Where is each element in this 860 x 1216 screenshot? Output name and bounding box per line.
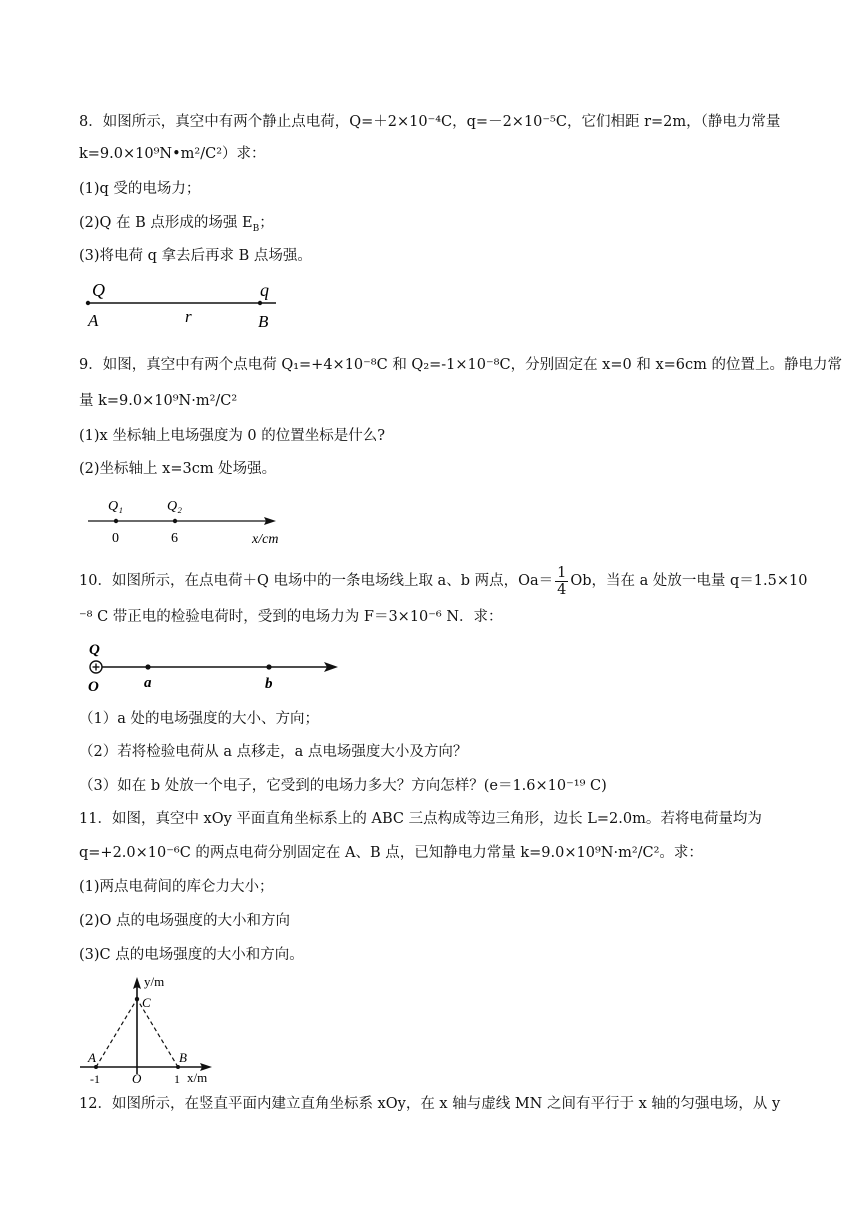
q9-label-q2: Q₂ (167, 499, 182, 514)
q10-fraction-denominator: 4 (557, 581, 567, 598)
q9-figure (84, 492, 284, 548)
q9-point-q1 (114, 519, 118, 523)
q8-label-r: r (185, 307, 192, 326)
q8-stem-line2: k=9.0×10⁹N•m²/C²）求： (79, 146, 266, 162)
q10-fraction-numerator: 1 (557, 564, 567, 581)
q8-part3: (3)将电荷 q 拿去后再求 B 点场强。 (79, 248, 312, 264)
q8-part2-text: (2)Q 在 B 点形成的场强 E (79, 215, 253, 231)
q8-figure (80, 274, 290, 334)
q11-tick-1: 1 (174, 1072, 180, 1086)
q9-label-q1: Q₁ (108, 499, 123, 514)
q11-stem-line2: q=+2.0×10⁻⁶C 的两点电荷分别固定在 A、B 点，已知静电力常量 k=9.0×10⁹N·m²/C²。求： (79, 845, 703, 861)
q11-label-C: C (142, 995, 151, 1010)
q8-point-a (86, 301, 90, 305)
q10-part1: （1）a 处的电场强度的大小、方向； (79, 711, 319, 727)
q8-part2-subscript: B (252, 223, 260, 234)
q10-label-Q: Q (89, 642, 100, 658)
q9-tick-6: 6 (171, 531, 178, 546)
q11-stem-line1: 11．如图，真空中 xOy 平面直角坐标系上的 ABC 三点构成等边三角形，边长 L=2.0m。若将电荷量均为 (79, 811, 762, 827)
q11-tick-neg1: -1 (90, 1072, 100, 1086)
q10-label-b: b (265, 676, 273, 692)
q10-stem-line2: ⁻⁸ C 带正电的检验电荷时，受到的电场力为 F＝3×10⁻⁶ N．求： (79, 609, 503, 625)
q12-stem-line1: 12．如图所示，在竖直平面内建立直角坐标系 xOy，在 x 轴与虚线 MN 之间有平行于 x 轴的匀强电场，从 y (79, 1096, 781, 1112)
q10-point-a (145, 664, 150, 669)
q8-part2 (79, 213, 274, 233)
q10-part3: （3）如在 b 处放一个电子，它受到的电场力多大？方向怎样？(e＝1.6×10⁻¹⁹ C) (79, 778, 607, 794)
q10-fraction (555, 565, 568, 598)
q8-stem-line1: 8．如图所示，真空中有两个静止点电荷，Q=＋2×10⁻⁴C，q=－2×10⁻⁵C，它们相距 r=2m，（静电力常量 (79, 114, 781, 130)
q11-part1: (1)两点电荷间的库仑力大小； (79, 879, 274, 895)
q11-figure (76, 970, 226, 1088)
q10-stem-part-b: Ob，当在 a 处放一电量 q＝1.5×10 (570, 573, 808, 589)
q9-axis-label: x/cm (252, 532, 279, 547)
q11-x-label: x/m (187, 1070, 208, 1085)
q10-part2: （2）若将检验电荷从 a 点移走，a 点电场强度大小及方向？ (79, 744, 468, 760)
q8-point-b (258, 301, 262, 305)
q11-point-c (135, 997, 139, 1001)
q11-part2: (2)O 点的电场强度的大小和方向 (79, 913, 291, 929)
q9-stem-line1: 9．如图，真空中有两个点电荷 Q₁=+4×10⁻⁸C 和 Q₂=-1×10⁻⁸C，分别固定在 x=0 和 x=6cm 的位置上。静电力常 (79, 357, 842, 373)
q10-stem-part-a: 10．如图所示，在点电荷＋Q 电场中的一条电场线上取 a、b 两点，Oa＝ (79, 573, 554, 589)
q11-label-O: O (132, 1071, 142, 1086)
q11-y-label: y/m (144, 974, 165, 989)
q9-point-q2 (173, 519, 177, 523)
q11-label-B: B (179, 1050, 187, 1065)
q11-side-ac (96, 999, 137, 1067)
q8-label-Q: Q (92, 280, 105, 300)
q10-figure (84, 634, 344, 696)
q10-point-b (266, 664, 271, 669)
q9-part1: (1)x 坐标轴上电场强度为 0 的位置坐标是什么? (79, 428, 386, 444)
q8-label-q: q (260, 280, 269, 300)
q10-label-a: a (144, 675, 152, 691)
q8-part2-end: ； (259, 215, 274, 231)
q10-label-O: O (88, 679, 99, 695)
q11-point-a (94, 1065, 98, 1069)
q8-label-A: A (88, 311, 99, 330)
q9-stem-line2: 量 k=9.0×10⁹N·m²/C² (79, 393, 238, 409)
q11-part3: (3)C 点的电场强度的大小和方向。 (79, 947, 304, 963)
q9-tick-0: 0 (112, 531, 119, 546)
q10-stem-line1 (79, 563, 807, 599)
q11-point-b (176, 1065, 180, 1069)
q8-label-B: B (258, 312, 269, 331)
q8-part1: (1)q 受的电场力； (79, 181, 201, 197)
q9-part2: (2)坐标轴上 x=3cm 处场强。 (79, 461, 277, 477)
q11-label-A: A (88, 1050, 96, 1065)
